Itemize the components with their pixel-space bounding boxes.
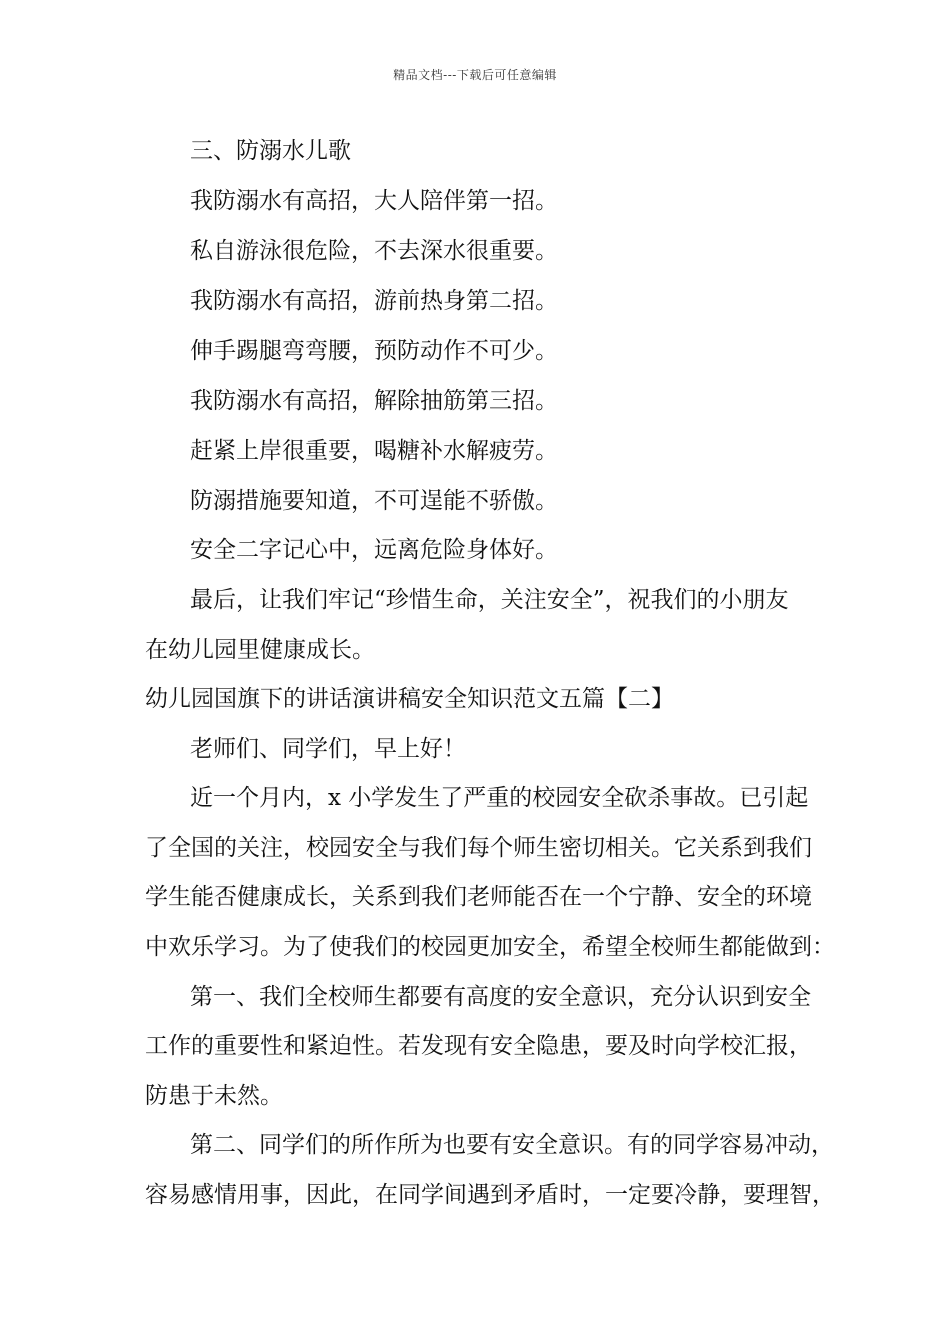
section-title: 三、防溺水儿歌 [190, 138, 351, 164]
greeting: 老师们、同学们，早上好！ [190, 736, 466, 762]
song-line-1: 我防溺水有高招，大人陪伴第一招。 [190, 188, 558, 214]
song-line-6: 赶紧上岸很重要，喝糖补水解疲劳。 [190, 438, 558, 464]
song-line-2: 私自游泳很危险，不去深水很重要。 [190, 238, 558, 264]
song-line-8: 安全二字记心中，远离危险身体好。 [190, 537, 558, 563]
paragraph-2-line-2: 工作的重要性和紧迫性。若发现有安全隐患，要及时向学校汇报， [145, 1033, 812, 1059]
paragraph-1-line-1: 近一个月内，x 小学发生了严重的校园安全砍杀事故。已引起 [190, 785, 809, 811]
paragraph-2-line-3: 防患于未然。 [145, 1083, 283, 1109]
song-line-5: 我防溺水有高招，解除抽筋第三招。 [190, 388, 558, 414]
song-line-3: 我防溺水有高招，游前热身第二招。 [190, 288, 558, 314]
paragraph-3-line-2: 容易感情用事，因此，在同学间遇到矛盾时，一定要冷静，要理智， [145, 1182, 835, 1208]
paragraph-3-line-1: 第二、同学们的所作所为也要有安全意识。有的同学容易冲动， [190, 1132, 834, 1158]
article-title: 幼儿园国旗下的讲话演讲稿安全知识范文五篇【二】 [145, 686, 674, 712]
paragraph-1-line-3: 学生能否健康成长，关系到我们老师能否在一个宁静、安全的环境 [145, 884, 812, 910]
page-header: 精品文档---下载后可任意编辑 [393, 68, 557, 82]
song-line-4: 伸手踢腿弯弯腰，预防动作不可少。 [190, 338, 558, 364]
paragraph-2-line-1: 第一、我们全校师生都要有高度的安全意识，充分认识到安全 [190, 984, 811, 1010]
closing-paragraph-line-1: 最后，让我们牢记“珍惜生命，关注安全”，祝我们的小朋友 [190, 587, 789, 613]
paragraph-1-line-4: 中欢乐学习。为了使我们的校园更加安全，希望全校师生都能做到： [145, 934, 835, 960]
song-line-7: 防溺措施要知道，不可逞能不骄傲。 [190, 488, 558, 514]
closing-paragraph-line-2: 在幼儿园里健康成长。 [145, 637, 375, 663]
paragraph-1-line-2: 了全国的关注，校园安全与我们每个师生密切相关。它关系到我们 [145, 835, 812, 861]
